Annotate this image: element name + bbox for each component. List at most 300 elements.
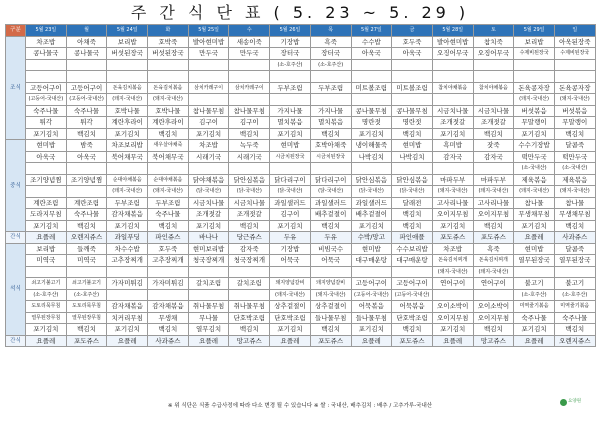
menu-cell: 포기김치 [432,324,473,336]
menu-cell: 청국장찌개 [188,255,229,267]
menu-cell [554,59,595,71]
menu-cell: 시금치나물 [229,197,270,209]
menu-cell: 차조밥 [432,243,473,255]
menu-cell: 포기김치 [107,220,148,232]
menu-cell [66,71,107,83]
menu-cell: 두유 [310,232,351,244]
menu-cell [229,59,270,71]
menu-cell: 두부조림 [107,197,148,209]
menu-cell: 도라지무침 [26,209,67,221]
menu-cell: 포기김치 [188,220,229,232]
menu-cell: 아욱국 [392,48,433,60]
menu-cell: 북어채무국 [107,151,148,163]
menu-cell [66,186,107,198]
menu-cell: 포기김치 [26,128,67,140]
menu-cell: (닭-국내산) [392,186,433,198]
menu-cell: 숙주나물 [554,312,595,324]
menu-cell: 백김치 [392,128,433,140]
menu-cell: 불고기 [554,278,595,290]
menu-cell [392,163,433,175]
menu-cell [432,289,473,301]
menu-cell: (닭-국내산) [270,186,311,198]
menu-cell: 조개젓갈 [229,209,270,221]
menu-cell: (돼지-국내산) [270,289,311,301]
meal-category-label: 중식 [6,140,26,232]
menu-cell: 포기김치 [351,220,392,232]
snack-row [6,232,596,244]
menu-cell: 참나물 [514,197,555,209]
menu-cell [107,266,148,278]
meal-row [6,71,596,83]
menu-cell: 달콤죽 [554,140,595,152]
menu-cell: 참치죽 [473,36,514,48]
menu-cell: 요플레 [514,232,555,244]
menu-cell: 백김치 [473,128,514,140]
menu-cell: 취나물무침 [229,301,270,313]
menu-cell: 무나물 [188,312,229,324]
menu-cell: 바나나 [188,232,229,244]
menu-cell: 백김치 [148,128,189,140]
menu-cell: 고추장찌개 [148,255,189,267]
menu-cell: 무생채 [148,312,189,324]
menu-cell: 수수기장밥 [514,140,555,152]
menu-cell: 버섯볶음 [514,105,555,117]
menu-cell: 시금치된장국 [270,151,311,163]
day-date-header: 5월 24일 [107,25,148,37]
corner-label: 구분 [6,25,26,37]
menu-cell [148,163,189,175]
menu-cell: 기장밥 [270,243,311,255]
menu-cell [148,289,189,301]
menu-cell: 숙주나물 [148,209,189,221]
menu-cell: 들깨죽 [66,243,107,255]
day-date-header: 5월 25일 [188,25,229,37]
menu-cell: 도토리묵무침 [26,301,67,313]
menu-cell: 숙주나물 [66,105,107,117]
meal-row [6,278,596,290]
menu-cell: 포도쥬스 [66,335,107,347]
menu-cell: 미역국 [26,255,67,267]
menu-cell: 참나물무침 [229,105,270,117]
menu-cell: 미트볼조림 [351,82,392,94]
menu-cell: 돈육김치볶음 [107,82,148,94]
menu-cell: 청국장찌개 [229,255,270,267]
menu-cell: 콩나물무침 [392,105,433,117]
meal-row [6,174,596,186]
menu-cell: 계란후라이 [107,117,148,129]
menu-cell [270,163,311,175]
day-weekday-header: 토 [473,25,514,37]
menu-cell: 돈육김치볶음 [148,82,189,94]
page-title: 주 간 식 단 표 ( 5. 23 ~ 5. 29 ) [130,3,470,22]
menu-cell: 과일샐러드 [310,197,351,209]
menu-cell: 단호박조림 [270,312,311,324]
menu-cell: 참치야채볶음 [473,82,514,94]
menu-cell [432,59,473,71]
menu-cell [188,266,229,278]
menu-cell: 고사리나물 [473,197,514,209]
menu-cell: 도토리묵무침 [66,301,107,313]
footer-note: ※ 위 식단은 식품 수급사정에 따라 다소 변경 될 수 있습니다 ※ 쌀 : 국내산, 배추김치 : 배추 / 고추가루-국내산 [167,403,433,409]
menu-cell [107,59,148,71]
menu-cell: 돈육콩자장 [554,82,595,94]
menu-cell: 오이지무침 [432,312,473,324]
menu-cell: 열무된장무침 [26,312,67,324]
menu-cell: 호두죽 [148,243,189,255]
menu-cell [188,94,229,106]
menu-cell: 순대야채볶음 [107,174,148,186]
menu-cell: 달래전 [392,197,433,209]
menu-cell: 요플레 [432,335,473,347]
menu-cell: 망고쥬스 [473,335,514,347]
menu-cell: 두부조림 [148,197,189,209]
menu-cell: 대구매운탕 [392,255,433,267]
meal-row [6,48,596,60]
menu-cell: (소-호주산) [270,59,311,71]
menu-cell: 불고기 [514,278,555,290]
menu-cell: 현미보리밥 [188,243,229,255]
menu-cell: 고등어구이 [66,82,107,94]
menu-cell: (닭-국내산) [351,186,392,198]
logo-icon [560,399,567,406]
menu-cell [473,59,514,71]
menu-cell [310,71,351,83]
meal-category-label: 간식 [6,335,26,347]
meal-row [6,255,596,267]
menu-cell: 무말랭이 [514,117,555,129]
menu-cell [270,266,311,278]
meal-row [6,301,596,313]
menu-cell [473,71,514,83]
menu-cell: 흑미밥 [432,140,473,152]
menu-cell: 오이지무침 [473,209,514,221]
menu-cell: 백김치 [66,220,107,232]
menu-cell: 포기김치 [26,220,67,232]
menu-cell: 백김치 [148,324,189,336]
menu-cell [66,163,107,175]
menu-cell: (고등어-국내산) [26,94,67,106]
day-weekday-header: 월 [66,25,107,37]
menu-cell: (소-호주산) [514,289,555,301]
menu-cell: 백김치 [554,220,595,232]
meal-row [6,128,596,140]
menu-cell: 현미밥 [351,243,392,255]
menu-cell: 녹두죽 [229,140,270,152]
menu-cell: 백김치 [392,324,433,336]
menu-cell [148,59,189,71]
menu-cell [432,94,473,106]
menu-cell: 요플레 [26,232,67,244]
menu-cell: 김구이 [270,209,311,221]
menu-cell: 닭안심볶음 [351,174,392,186]
menu-cell: 감자국 [432,151,473,163]
meal-row [6,312,596,324]
menu-cell: 고사리나물 [432,197,473,209]
meal-row [6,59,596,71]
meal-row [6,324,596,336]
meal-row [6,151,596,163]
menu-cell: (닭-국내산) [188,186,229,198]
menu-cell: 시금치나물 [432,105,473,117]
menu-cell: 상추겉절이 [310,301,351,313]
day-date-header: 5월 28일 [432,25,473,37]
menu-cell: (돼지-국내산) [514,186,555,198]
menu-cell: 튀각 [26,117,67,129]
menu-cell: 버섯된장국 [107,48,148,60]
menu-cell: 요플레 [188,335,229,347]
meal-row [6,289,596,301]
menu-cell: 포도쥬스 [473,232,514,244]
menu-cell [229,163,270,175]
menu-cell: 연어구이 [473,278,514,290]
menu-cell: 요플레 [514,335,555,347]
menu-cell: 단호박조림 [392,312,433,324]
menu-cell: 미역국 [66,255,107,267]
menu-cell: 포기김치 [270,324,311,336]
menu-cell: 오이소박이 [432,301,473,313]
menu-cell [26,186,67,198]
menu-cell: 포도쥬스 [310,335,351,347]
menu-cell: 호두죽 [392,36,433,48]
menu-cell: 냉이해물죽 [351,140,392,152]
menu-cell [351,163,392,175]
menu-cell: 요플레 [107,335,148,347]
menu-cell: 수제비된장국 [514,48,555,60]
menu-cell: 닭안심볶음 [229,174,270,186]
menu-cell [554,71,595,83]
menu-cell: 아채죽 [66,36,107,48]
menu-cell: 과일샐러드 [351,197,392,209]
menu-cell [432,71,473,83]
menu-cell: (돼지-국내산) [473,266,514,278]
menu-cell: 백김치 [66,324,107,336]
menu-cell: 들나물무침 [310,312,351,324]
menu-cell: 감자국 [473,151,514,163]
menu-cell: 보리밥 [107,36,148,48]
menu-cell [107,289,148,301]
menu-cell: 사과쥬스 [148,335,189,347]
menu-cell [310,94,351,106]
menu-cell: (닭-국내산) [229,186,270,198]
menu-cell: (고등어-국내산) [392,289,433,301]
menu-cell: 가지나물 [310,105,351,117]
menu-cell [351,266,392,278]
day-weekday-header: 금 [392,25,433,37]
menu-cell: (돼지-국내산) [432,186,473,198]
menu-cell: 백김치 [473,220,514,232]
menu-cell [26,71,67,83]
menu-cell: 돼지양념갈비 [310,278,351,290]
menu-cell [148,71,189,83]
menu-cell [270,94,311,106]
menu-cell: 호박나물 [107,105,148,117]
meal-row [6,117,596,129]
menu-cell: 장터국 [310,48,351,60]
menu-cell: 만두국 [188,48,229,60]
meal-row [6,163,596,175]
menu-cell: 멸치볶음 [310,117,351,129]
menu-cell: 닭다리구이 [270,174,311,186]
menu-cell: 아욱된장죽 [554,36,595,48]
day-date-header: 5월 26일 [270,25,311,37]
menu-cell: 마파두부 [432,174,473,186]
menu-cell: (돼지-국내산) [148,94,189,106]
menu-cell [26,163,67,175]
menu-cell: 백김치 [473,324,514,336]
menu-cell: 백김치 [310,128,351,140]
menu-cell: 두부조림 [310,82,351,94]
menu-cell: 나박김치 [351,151,392,163]
menu-cell: 요플레 [26,335,67,347]
menu-cell: 시래기국 [188,151,229,163]
menu-cell: 포도쥬스 [432,232,473,244]
menu-cell: 백김치 [392,220,433,232]
menu-cell [229,94,270,106]
menu-cell: (돼지-국내산) [310,289,351,301]
menu-cell: 두유 [270,232,311,244]
menu-cell: 돼지양념갈비 [270,278,311,290]
menu-cell [66,266,107,278]
menu-cell: 달콤죽 [554,243,595,255]
menu-cell: (소-호주산) [26,289,67,301]
menu-cell [229,71,270,83]
menu-cell: 나박김치 [392,151,433,163]
menu-cell: 잣죽 [473,140,514,152]
menu-cell: (돼지-국내산) [554,94,595,106]
menu-cell [432,163,473,175]
meal-row [6,186,596,198]
menu-cell: 쇠고기불고기 [26,278,67,290]
menu-cell: 대구매운탕 [351,255,392,267]
menu-cell: 밤죽 [66,140,107,152]
menu-cell: 흑죽 [310,36,351,48]
menu-cell: 김구이 [188,117,229,129]
menu-cell [514,71,555,83]
menu-cell: (소-국내산) [554,163,595,175]
menu-cell: 어묵국 [310,255,351,267]
menu-cell [229,266,270,278]
menu-cell: 포도쥬스 [392,335,433,347]
menu-cell [310,163,351,175]
menu-cell: 콩나물국 [26,48,67,60]
menu-cell [188,71,229,83]
meal-row [6,220,596,232]
menu-cell: 미트볼조림 [392,82,433,94]
menu-cell: 계란조림 [26,197,67,209]
menu-cell: 배추겉절이 [310,209,351,221]
menu-cell: 명란젓 [351,117,392,129]
menu-cell [392,71,433,83]
menu-cell: 가자미튀김 [107,278,148,290]
menu-cell: 호박아채죽 [310,140,351,152]
menu-cell: 들나물무침 [351,312,392,324]
menu-cell: 콩나물국 [66,48,107,60]
menu-cell: 조기양념찜 [66,174,107,186]
menu-cell: (닭-국내산) [310,186,351,198]
menu-cell: 참나물무침 [188,105,229,117]
menu-cell: 포기김치 [107,128,148,140]
menu-cell [473,94,514,106]
menu-cell: 백김치 [554,128,595,140]
snack-row [6,335,596,347]
menu-cell: 열무김치 [188,324,229,336]
menu-cell: 포기김치 [351,128,392,140]
menu-cell: 가자미튀김 [148,278,189,290]
meal-category-label: 석식 [6,243,26,335]
meal-row [6,197,596,209]
menu-cell: 열무된장무침 [66,312,107,324]
meal-row [6,209,596,221]
menu-cell: 포기김치 [26,324,67,336]
menu-cell: 상추겉절이 [270,301,311,313]
menu-cell: 감자채볶음 [148,301,189,313]
menu-cell: (고등어-국내산) [351,289,392,301]
menu-cell: 수수밥 [351,36,392,48]
menu-cell: 현미밥 [514,243,555,255]
menu-cell: 시금치된장국 [310,151,351,163]
menu-cell: 새우살야채죽 [148,140,189,152]
menu-cell: 튀각 [66,117,107,129]
menu-cell: 포기김치 [432,220,473,232]
day-date-header: 5월 29일 [514,25,555,37]
menu-cell [351,94,392,106]
weekly-menu-table [5,24,596,347]
menu-cell: 오렌지쥬스 [66,232,107,244]
day-date-header: 5월 27일 [351,25,392,37]
menu-cell [514,59,555,71]
menu-cell: 고등어구이 [351,278,392,290]
menu-cell: 발아현미밥 [188,36,229,48]
meal-row [6,266,596,278]
menu-cell: 요플레 [351,335,392,347]
menu-cell: 백김치 [148,220,189,232]
menu-cell: 닭야채볶음 [188,174,229,186]
menu-cell: 콩나물무침 [351,105,392,117]
menu-cell: 감자채볶음 [107,301,148,313]
menu-cell: 김구이 [229,117,270,129]
menu-cell: 어묵볶음 [351,301,392,313]
menu-cell: (돼지-국내산) [107,186,148,198]
menu-cell: 조개젓갈 [188,209,229,221]
menu-cell: 떡만두국 [554,151,595,163]
menu-cell: 삼치카레구이 [229,82,270,94]
menu-cell: 비빔국수 [310,243,351,255]
menu-cell: 열무된장국 [554,255,595,267]
menu-cell: 갈치조림 [188,278,229,290]
menu-cell: 시금치나물 [188,197,229,209]
menu-cell: 돈육김치찌개 [432,255,473,267]
menu-cell: 연어구이 [432,278,473,290]
menu-cell [473,163,514,175]
menu-cell [473,289,514,301]
menu-cell: 배추겉절이 [351,209,392,221]
menu-cell [229,289,270,301]
meal-row [6,140,596,152]
meal-row [6,82,596,94]
menu-cell: 사과쥬스 [554,232,595,244]
menu-cell: 현미밥 [26,140,67,152]
menu-cell [107,163,148,175]
menu-cell: 아욱국 [351,48,392,60]
menu-cell: 닭안심볶음 [392,174,433,186]
menu-cell: 포기김치 [107,324,148,336]
menu-cell: 감자채볶음 [107,209,148,221]
menu-cell: 보리밥 [514,36,555,48]
day-weekday-header: 화 [148,25,189,37]
menu-cell: 쇠고기불고기 [66,278,107,290]
menu-cell: 흑죽 [473,243,514,255]
menu-cell: 북어채무국 [148,151,189,163]
